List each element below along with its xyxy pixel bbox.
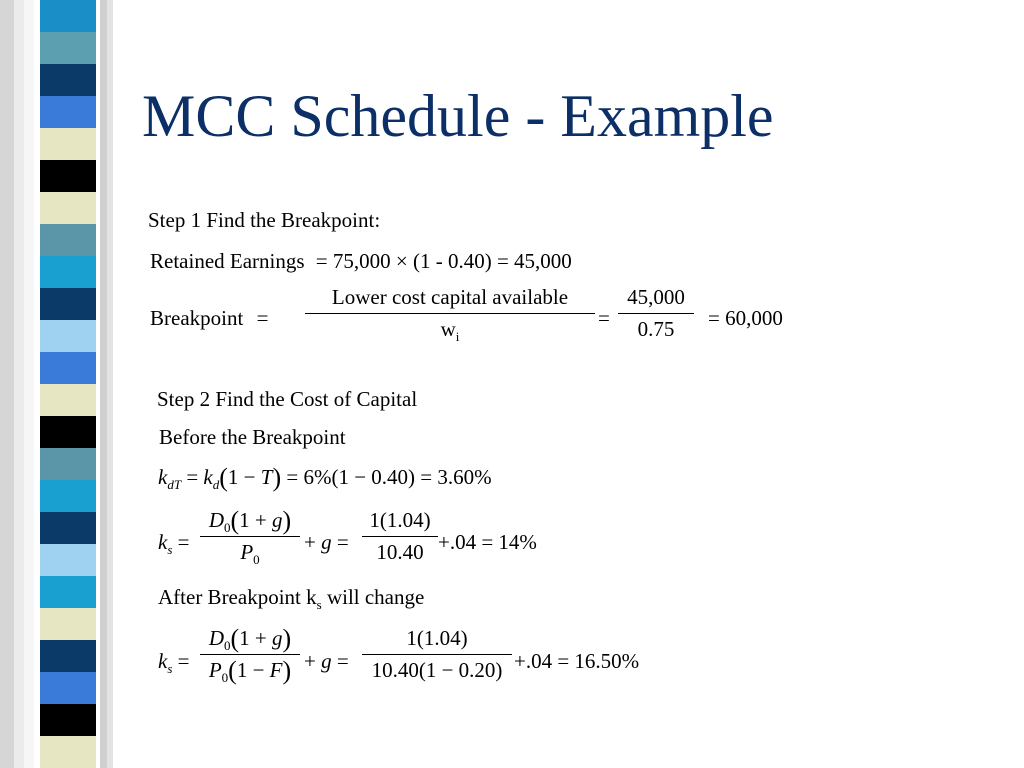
breakpoint-denominator-value: 0.75 xyxy=(618,313,694,340)
stripe-block xyxy=(40,96,96,129)
stripe-block xyxy=(40,192,96,225)
retained-earnings-equation xyxy=(150,251,572,272)
stripe-block xyxy=(40,128,96,161)
breakpoint-denominator-subscript: i xyxy=(455,329,460,344)
before-breakpoint-heading: Before the Breakpoint xyxy=(159,425,346,449)
breakpoint-result: = 60,000 xyxy=(708,306,783,330)
breakpoint-label-row xyxy=(150,308,268,329)
ks-before-lhs: $k_s$ = xyxy=(158,530,190,557)
after-breakpoint-heading: After Breakpoint $k_s$ will change xyxy=(158,585,425,612)
decorative-stripe-bar xyxy=(0,0,120,768)
stripe-block xyxy=(40,640,96,673)
ks-after-numerator: 1(1.04) xyxy=(406,626,468,650)
stripe-block xyxy=(40,736,96,768)
stripe-block xyxy=(40,384,96,417)
stripe-block xyxy=(40,448,96,481)
slide-title: MCC Schedule - Example xyxy=(142,83,774,149)
breakpoint-fraction-1 xyxy=(305,285,595,344)
ks-before-plus-g: + g = xyxy=(304,530,349,554)
stripe-block xyxy=(40,416,96,449)
kdt-result: = 6%(1 − 0.40) = 3.60% xyxy=(286,465,492,489)
ks-before-numerator: 1(1.04) xyxy=(369,508,431,532)
stripe-block xyxy=(40,480,96,513)
ks-before-formula-fraction: $\frac{D_0(1 + g)}{P_0}$ xyxy=(200,510,300,563)
breakpoint-equals: = xyxy=(256,306,269,330)
ks-before-value-fraction xyxy=(362,510,438,563)
stripe-block xyxy=(40,288,96,321)
breakpoint-fraction-2 xyxy=(618,287,694,340)
stripe-block xyxy=(40,608,96,641)
ks-after-formula-fraction: $\frac{D_0(1 + g)}{P_0(1 - F)}$ xyxy=(200,628,300,681)
breakpoint-denominator: $w_i$ xyxy=(305,313,595,340)
stripe-block xyxy=(40,352,96,385)
retained-earnings-calc: = 75,000 × (1 - 0.40) = 45,000 xyxy=(315,249,572,273)
stripe-block xyxy=(40,576,96,609)
ks-before-result: +.04 = 14% xyxy=(438,530,537,554)
breakpoint-numerator: Lower cost capital available xyxy=(331,285,569,309)
stripe-block xyxy=(40,32,96,65)
breakpoint-label: Breakpoint xyxy=(150,306,244,330)
stripe-block xyxy=(40,544,96,577)
ks-after-plus-g: + g = xyxy=(304,649,349,673)
ks-after-value-fraction xyxy=(362,628,512,681)
ks-before-denominator: 10.40 xyxy=(362,536,438,563)
stripe-block xyxy=(40,224,96,257)
breakpoint-numerator-value: 45,000 xyxy=(627,285,685,309)
step2-heading: Step 2 Find the Cost of Capital xyxy=(157,387,418,411)
stripe-block xyxy=(40,64,96,97)
stripe-block xyxy=(40,512,96,545)
stripe-block xyxy=(40,160,96,193)
stripe-block xyxy=(40,704,96,737)
retained-earnings-label: Retained Earnings xyxy=(150,249,305,273)
stripe-block xyxy=(40,0,96,33)
breakpoint-equals-2: = xyxy=(598,306,610,330)
ks-after-result: +.04 = 16.50% xyxy=(514,649,640,673)
ks-after-lhs: $k_s$ = xyxy=(158,649,190,676)
kdt-equation: $k_{dT} = k_d(1 - T) = 6\%(1 - 0.40) = 3.60\%$ xyxy=(158,463,492,492)
step1-heading: Step 1 Find the Breakpoint: xyxy=(148,208,381,232)
stripe-block xyxy=(40,672,96,705)
after-breakpoint-subscript: s xyxy=(316,597,322,612)
stripe-block xyxy=(40,320,96,353)
stripe-block xyxy=(40,256,96,289)
stripe-blocks xyxy=(40,0,96,768)
ks-after-denominator: 10.40(1 − 0.20) xyxy=(362,654,512,681)
